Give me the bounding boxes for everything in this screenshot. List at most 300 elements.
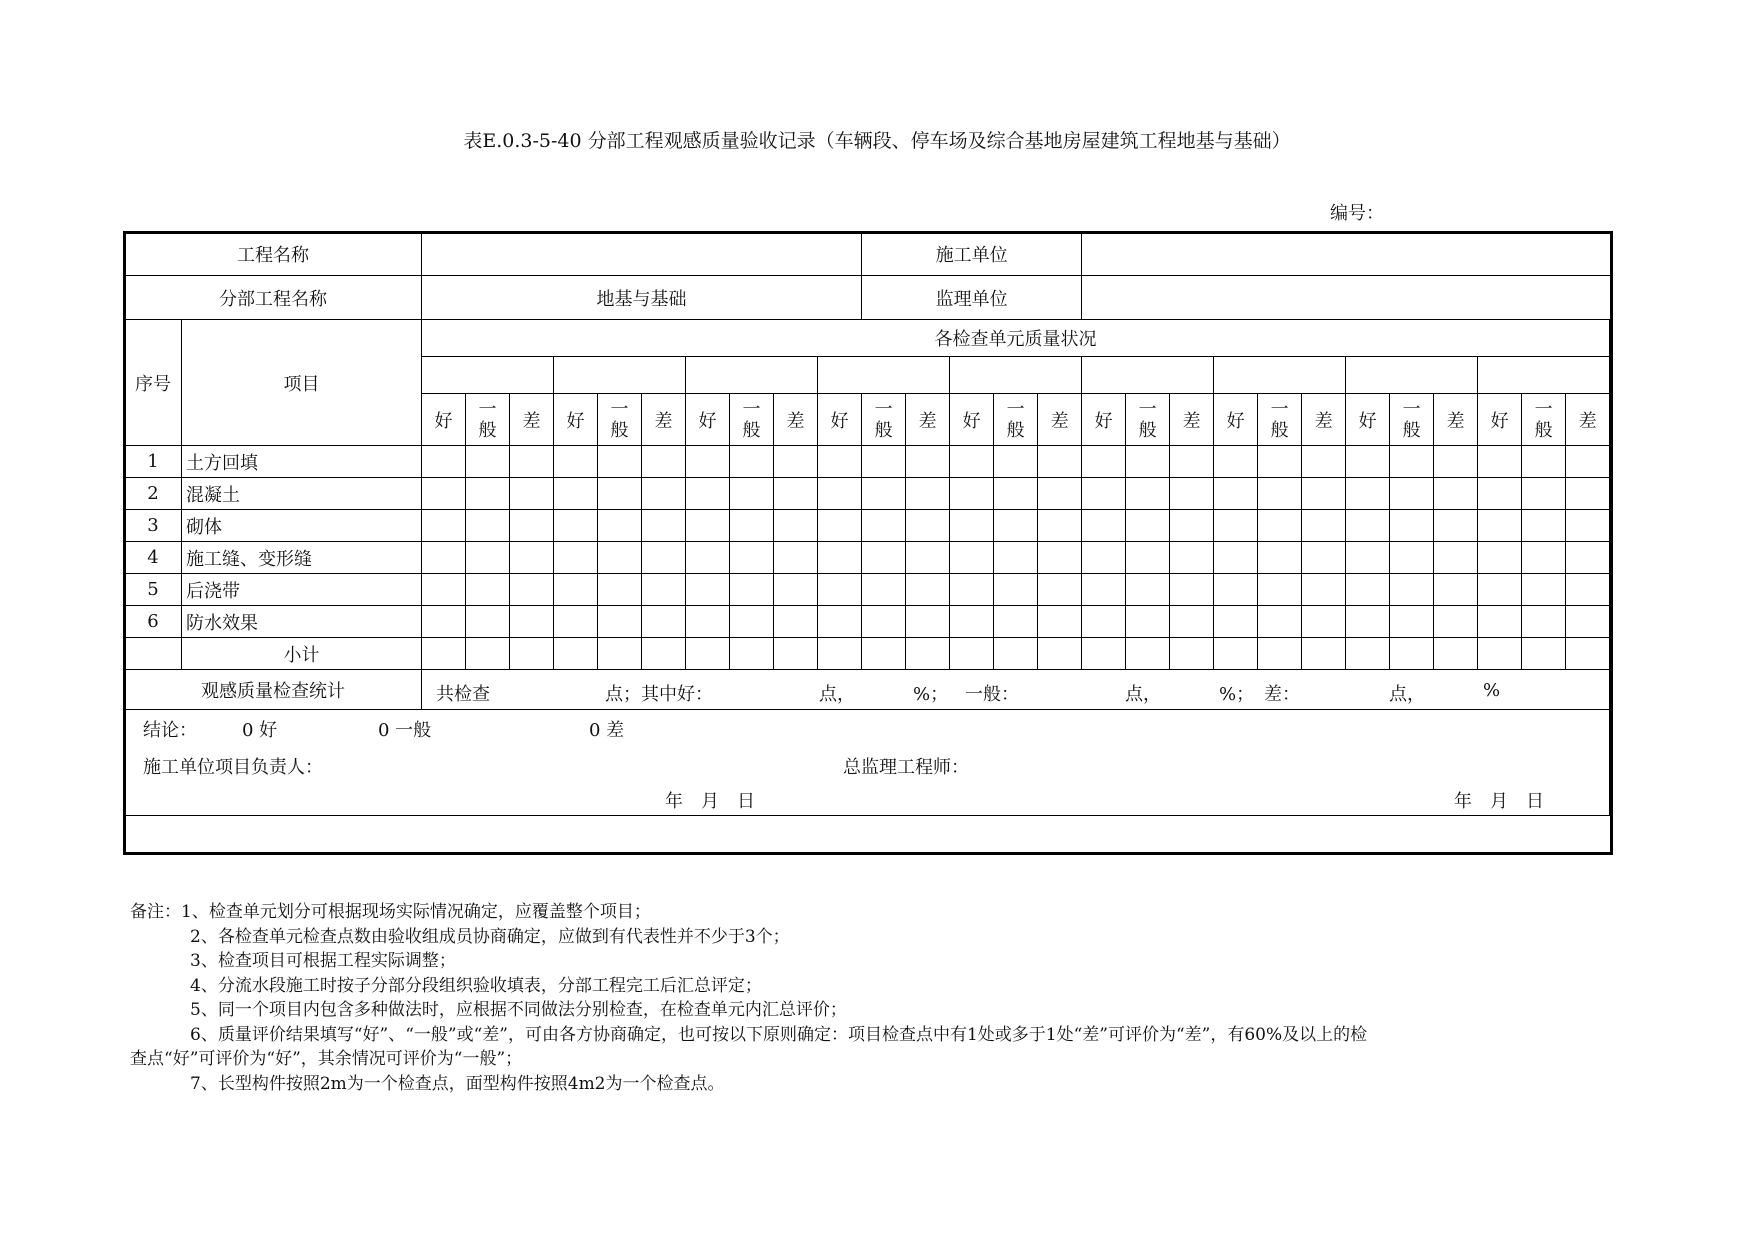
stats-row bbox=[125, 670, 1612, 710]
grade-cell[interactable] bbox=[422, 542, 466, 574]
subtotal-cell[interactable] bbox=[1434, 638, 1478, 670]
grade-cell[interactable] bbox=[466, 574, 510, 606]
row-item-name: 施工缝、变形缝 bbox=[182, 542, 422, 574]
stats-pct3: % bbox=[1483, 680, 1501, 701]
grade-cell[interactable] bbox=[730, 510, 774, 542]
grade-cell[interactable] bbox=[1302, 478, 1346, 510]
supervisor-signature-label: 总监理工程师： bbox=[843, 757, 969, 778]
grade-cell[interactable] bbox=[1170, 542, 1214, 574]
grade-cell[interactable] bbox=[554, 510, 598, 542]
grade-cell[interactable] bbox=[1170, 510, 1214, 542]
grade-cell[interactable] bbox=[554, 478, 598, 510]
grade-cell[interactable] bbox=[422, 606, 466, 638]
grade-poor-header: 差 bbox=[1170, 394, 1214, 446]
grade-cell[interactable] bbox=[1346, 478, 1390, 510]
item-header: 项目 bbox=[182, 320, 422, 446]
grade-cell[interactable] bbox=[1434, 574, 1478, 606]
grade-cell[interactable] bbox=[1346, 606, 1390, 638]
subtotal-cell[interactable] bbox=[1038, 638, 1082, 670]
grade-cell[interactable] bbox=[950, 542, 994, 574]
grade-cell[interactable] bbox=[818, 574, 862, 606]
note-line: 3、检查项目可根据工程实际调整； bbox=[190, 951, 456, 971]
grade-normal-char: 一 bbox=[1006, 398, 1025, 420]
grade-cell[interactable] bbox=[466, 542, 510, 574]
grade-poor-header: 差 bbox=[1038, 394, 1082, 446]
grade-cell[interactable] bbox=[598, 606, 642, 638]
supervision-unit-field[interactable] bbox=[1082, 276, 1612, 320]
grade-cell[interactable] bbox=[1126, 478, 1170, 510]
grade-cell[interactable] bbox=[730, 574, 774, 606]
grade-cell[interactable] bbox=[1566, 574, 1610, 606]
row-number: 6 bbox=[125, 606, 182, 638]
grade-cell[interactable] bbox=[510, 574, 554, 606]
grade-cell[interactable] bbox=[1566, 606, 1610, 638]
grade-cell[interactable] bbox=[1214, 606, 1258, 638]
grade-cell[interactable] bbox=[1390, 574, 1434, 606]
stats-label: 观感质量检查统计 bbox=[125, 670, 422, 710]
grade-cell[interactable] bbox=[1346, 574, 1390, 606]
subtotal-cell[interactable] bbox=[642, 638, 686, 670]
subtotal-cell[interactable] bbox=[1170, 638, 1214, 670]
subtotal-cell[interactable] bbox=[686, 638, 730, 670]
grade-cell[interactable] bbox=[686, 574, 730, 606]
construction-unit-label: 施工单位 bbox=[862, 233, 1082, 276]
grade-normal-header bbox=[730, 394, 774, 446]
grade-cell[interactable] bbox=[510, 446, 554, 478]
grade-cell[interactable] bbox=[422, 446, 466, 478]
subtotal-cell[interactable] bbox=[1258, 638, 1302, 670]
grade-cell[interactable] bbox=[1434, 542, 1478, 574]
subtotal-cell[interactable] bbox=[818, 638, 862, 670]
grade-cell[interactable] bbox=[1082, 542, 1126, 574]
grade-cell[interactable] bbox=[422, 510, 466, 542]
grade-cell[interactable] bbox=[1082, 446, 1126, 478]
unit-name-cell[interactable] bbox=[1082, 357, 1214, 394]
row-item-name: 砌体 bbox=[182, 510, 422, 542]
unit-name-cell[interactable] bbox=[686, 357, 818, 394]
grade-cell[interactable] bbox=[994, 606, 1038, 638]
grade-good-header: 好 bbox=[818, 394, 862, 446]
note-line: 4、分流水段施工时按子分部分段组织验收填表，分部工程完工后汇总评定； bbox=[190, 975, 762, 996]
conclusion-good: 0 好 bbox=[242, 720, 278, 741]
grade-cell[interactable] bbox=[642, 478, 686, 510]
grade-cell[interactable] bbox=[1214, 446, 1258, 478]
grade-cell[interactable] bbox=[1126, 574, 1170, 606]
conclusion-block bbox=[125, 710, 1610, 816]
grade-cell[interactable] bbox=[1478, 510, 1522, 542]
grade-cell[interactable] bbox=[950, 574, 994, 606]
subtotal-cell[interactable] bbox=[466, 638, 510, 670]
grade-cell[interactable] bbox=[466, 446, 510, 478]
grade-cell[interactable] bbox=[466, 510, 510, 542]
table-row bbox=[125, 510, 1612, 542]
grade-cell[interactable] bbox=[1038, 478, 1082, 510]
grade-cell[interactable] bbox=[730, 606, 774, 638]
conclusion-poor: 0 差 bbox=[589, 720, 625, 741]
grade-cell[interactable] bbox=[510, 510, 554, 542]
sub-project-field[interactable]: 地基与基础 bbox=[422, 276, 862, 320]
conclusion-normal: 0 一般 bbox=[378, 720, 432, 741]
grade-cell[interactable] bbox=[1522, 542, 1566, 574]
grade-poor-header: 差 bbox=[774, 394, 818, 446]
inspection-form bbox=[124, 232, 1612, 816]
grade-cell[interactable] bbox=[554, 606, 598, 638]
grade-good-header: 好 bbox=[554, 394, 598, 446]
subtotal-cell[interactable] bbox=[774, 638, 818, 670]
grade-cell[interactable] bbox=[994, 478, 1038, 510]
table-row bbox=[125, 542, 1612, 574]
grade-cell[interactable] bbox=[1214, 510, 1258, 542]
grade-cell[interactable] bbox=[642, 574, 686, 606]
grade-cell[interactable] bbox=[994, 510, 1038, 542]
grade-normal-char: 般 bbox=[1402, 419, 1421, 441]
row-number: 4 bbox=[125, 542, 182, 574]
subtotal-label: 小计 bbox=[182, 638, 422, 670]
grade-cell[interactable] bbox=[686, 606, 730, 638]
grade-cell[interactable] bbox=[1390, 446, 1434, 478]
grade-cell[interactable] bbox=[1390, 510, 1434, 542]
row-number: 3 bbox=[125, 510, 182, 542]
grade-cell[interactable] bbox=[1038, 606, 1082, 638]
note-line: 备注：1、检查单元划分可根据现场实际情况确定，应覆盖整个项目； bbox=[130, 902, 651, 922]
grade-good-header: 好 bbox=[1082, 394, 1126, 446]
grade-cell[interactable] bbox=[818, 510, 862, 542]
subtotal-cell[interactable] bbox=[1346, 638, 1390, 670]
grade-cell[interactable] bbox=[1434, 510, 1478, 542]
grade-cell[interactable] bbox=[1434, 446, 1478, 478]
grade-cell[interactable] bbox=[1038, 446, 1082, 478]
contractor-signature-label: 施工单位项目负责人： bbox=[143, 757, 323, 778]
grade-cell[interactable] bbox=[1566, 510, 1610, 542]
grade-cell[interactable] bbox=[1170, 606, 1214, 638]
grade-cell[interactable] bbox=[950, 446, 994, 478]
subtotal-cell[interactable] bbox=[730, 638, 774, 670]
subtotal-cell[interactable] bbox=[906, 638, 950, 670]
grade-normal-header bbox=[598, 394, 642, 446]
grade-normal-char: 般 bbox=[874, 419, 893, 441]
grade-cell[interactable] bbox=[1390, 478, 1434, 510]
grade-cell[interactable] bbox=[1478, 542, 1522, 574]
grade-cell[interactable] bbox=[862, 446, 906, 478]
subtotal-blank bbox=[125, 638, 182, 670]
subtotal-cell[interactable] bbox=[1082, 638, 1126, 670]
grade-normal-char: 一 bbox=[874, 398, 893, 420]
grade-cell[interactable] bbox=[1346, 446, 1390, 478]
grade-cell[interactable] bbox=[1214, 574, 1258, 606]
grade-normal-header bbox=[862, 394, 906, 446]
grade-cell[interactable] bbox=[774, 510, 818, 542]
grade-cell[interactable] bbox=[1082, 606, 1126, 638]
grade-cell[interactable] bbox=[1258, 606, 1302, 638]
grade-cell[interactable] bbox=[950, 606, 994, 638]
document-title: 表E.0.3-5-40 分部工程观感质量验收记录（车辆段、停车场及综合基地房屋建筑工程地基与基础） bbox=[463, 130, 1291, 152]
note-line: 5、同一个项目内包含多种做法时，应根据不同做法分别检查，在检查单元内汇总评价； bbox=[190, 1000, 847, 1020]
subtotal-row bbox=[125, 638, 1612, 670]
grade-cell[interactable] bbox=[906, 446, 950, 478]
unit-name-cell[interactable] bbox=[950, 357, 1082, 394]
grade-cell[interactable] bbox=[818, 446, 862, 478]
row-item-name: 土方回填 bbox=[182, 446, 422, 478]
stats-pct2: %； bbox=[1219, 684, 1255, 705]
grade-cell[interactable] bbox=[994, 446, 1038, 478]
grade-cell[interactable] bbox=[510, 542, 554, 574]
grade-cell[interactable] bbox=[422, 574, 466, 606]
unit-name-cell[interactable] bbox=[554, 357, 686, 394]
stats-points3: 点， bbox=[1389, 684, 1425, 705]
grade-cell[interactable] bbox=[774, 606, 818, 638]
unit-name-cell[interactable] bbox=[1346, 357, 1478, 394]
grade-normal-char: 一 bbox=[1138, 398, 1157, 420]
grade-normal-char: 般 bbox=[1006, 419, 1025, 441]
stats-total: 共检查 bbox=[436, 684, 490, 705]
subtotal-cell[interactable] bbox=[1126, 638, 1170, 670]
grade-cell[interactable] bbox=[1390, 606, 1434, 638]
grade-poor-header: 差 bbox=[1302, 394, 1346, 446]
grade-cell[interactable] bbox=[862, 510, 906, 542]
subtotal-cell[interactable] bbox=[422, 638, 466, 670]
row-item-name: 混凝土 bbox=[182, 478, 422, 510]
grade-cell[interactable] bbox=[1522, 478, 1566, 510]
grade-cell[interactable] bbox=[906, 606, 950, 638]
stats-pct1: %； bbox=[913, 684, 949, 705]
note-line: 6、质量评价结果填写“好”、“一般”或“差”，可由各方协商确定，也可按以下原则确定：项目检查点中有1处或多于1处“差”可评价为“差”，有60%及以上的检 bbox=[190, 1024, 1368, 1045]
grade-cell[interactable] bbox=[994, 542, 1038, 574]
subtotal-cell[interactable] bbox=[1522, 638, 1566, 670]
grade-cell[interactable] bbox=[1478, 606, 1522, 638]
grade-normal-header bbox=[1126, 394, 1170, 446]
grade-cell[interactable] bbox=[1522, 446, 1566, 478]
grade-cell[interactable] bbox=[1082, 510, 1126, 542]
grade-cell[interactable] bbox=[1258, 478, 1302, 510]
unit-name-cell[interactable] bbox=[1214, 357, 1346, 394]
grade-cell[interactable] bbox=[774, 446, 818, 478]
grade-good-header: 好 bbox=[1214, 394, 1258, 446]
grade-cell[interactable] bbox=[1258, 510, 1302, 542]
grade-cell[interactable] bbox=[466, 606, 510, 638]
grade-cell[interactable] bbox=[554, 446, 598, 478]
grade-cell[interactable] bbox=[554, 574, 598, 606]
grade-cell[interactable] bbox=[1566, 478, 1610, 510]
grade-cell[interactable] bbox=[1258, 574, 1302, 606]
grade-cell[interactable] bbox=[1566, 542, 1610, 574]
subtotal-cell[interactable] bbox=[554, 638, 598, 670]
grade-normal-char: 一 bbox=[610, 398, 629, 420]
grade-cell[interactable] bbox=[1038, 542, 1082, 574]
grade-cell[interactable] bbox=[642, 542, 686, 574]
grade-cell[interactable] bbox=[686, 446, 730, 478]
stats-poor: 差： bbox=[1264, 684, 1300, 705]
grade-cell[interactable] bbox=[1082, 574, 1126, 606]
grade-cell[interactable] bbox=[1126, 446, 1170, 478]
project-name-label: 工程名称 bbox=[125, 233, 422, 276]
stats-points2: 点， bbox=[1125, 684, 1161, 705]
grade-normal-char: 般 bbox=[610, 419, 629, 441]
grade-normal-char: 般 bbox=[1534, 419, 1553, 441]
grade-cell[interactable] bbox=[862, 478, 906, 510]
grade-cell[interactable] bbox=[1302, 606, 1346, 638]
grade-cell[interactable] bbox=[1522, 574, 1566, 606]
grade-cell[interactable] bbox=[1170, 446, 1214, 478]
grade-cell[interactable] bbox=[598, 478, 642, 510]
grade-cell[interactable] bbox=[730, 542, 774, 574]
grade-normal-char: 般 bbox=[1138, 419, 1157, 441]
subtotal-cell[interactable] bbox=[950, 638, 994, 670]
grade-cell[interactable] bbox=[906, 510, 950, 542]
row-item-name: 后浇带 bbox=[182, 574, 422, 606]
grade-cell[interactable] bbox=[1126, 542, 1170, 574]
grade-cell[interactable] bbox=[774, 478, 818, 510]
date-right: 年 月 日 bbox=[1454, 791, 1544, 812]
construction-unit-field[interactable] bbox=[1082, 233, 1612, 276]
grade-cell[interactable] bbox=[1126, 606, 1170, 638]
date-left: 年 月 日 bbox=[665, 791, 755, 812]
row-item-name: 防水效果 bbox=[182, 606, 422, 638]
table-row bbox=[125, 606, 1612, 638]
row-number: 2 bbox=[125, 478, 182, 510]
row-number: 5 bbox=[125, 574, 182, 606]
grade-cell[interactable] bbox=[906, 574, 950, 606]
grade-cell[interactable] bbox=[1522, 510, 1566, 542]
grade-cell[interactable] bbox=[1214, 478, 1258, 510]
subtotal-cell[interactable] bbox=[1566, 638, 1610, 670]
supervision-unit-label: 监理单位 bbox=[862, 276, 1082, 320]
grade-normal-char: 一 bbox=[1402, 398, 1421, 420]
note-line: 查点“好”可评价为“好”，其余情况可评价为“一般”； bbox=[130, 1049, 523, 1069]
grade-normal-header bbox=[1390, 394, 1434, 446]
grade-cell[interactable] bbox=[730, 478, 774, 510]
subtotal-cell[interactable] bbox=[994, 638, 1038, 670]
grade-cell[interactable] bbox=[818, 478, 862, 510]
grade-normal-header bbox=[1258, 394, 1302, 446]
grade-normal-char: 一 bbox=[1270, 398, 1289, 420]
grade-poor-header: 差 bbox=[642, 394, 686, 446]
grade-cell[interactable] bbox=[1478, 574, 1522, 606]
subtotal-cell[interactable] bbox=[598, 638, 642, 670]
grade-cell[interactable] bbox=[1302, 574, 1346, 606]
subtotal-cell[interactable] bbox=[510, 638, 554, 670]
grade-cell[interactable] bbox=[1434, 478, 1478, 510]
grade-cell[interactable] bbox=[466, 478, 510, 510]
grade-cell[interactable] bbox=[818, 542, 862, 574]
grade-normal-char: 般 bbox=[742, 419, 761, 441]
grade-cell[interactable] bbox=[1038, 574, 1082, 606]
grade-cell[interactable] bbox=[906, 478, 950, 510]
grade-poor-header: 差 bbox=[906, 394, 950, 446]
grade-cell[interactable] bbox=[1434, 606, 1478, 638]
grade-cell[interactable] bbox=[642, 606, 686, 638]
grade-cell[interactable] bbox=[642, 510, 686, 542]
grade-cell[interactable] bbox=[774, 574, 818, 606]
grade-cell[interactable] bbox=[422, 478, 466, 510]
grade-cell[interactable] bbox=[1522, 606, 1566, 638]
note-line: 7、长型构件按照2m为一个检查点，面型构件按照4m2为一个检查点。 bbox=[190, 1073, 725, 1094]
subtotal-cell[interactable] bbox=[862, 638, 906, 670]
stats-points-good: 点；其中好： bbox=[605, 684, 713, 705]
grade-cell[interactable] bbox=[1082, 478, 1126, 510]
grade-cell[interactable] bbox=[1126, 510, 1170, 542]
table-row bbox=[125, 574, 1612, 606]
grade-cell[interactable] bbox=[510, 478, 554, 510]
grade-cell[interactable] bbox=[1302, 446, 1346, 478]
grade-cell[interactable] bbox=[994, 574, 1038, 606]
stats-normal: 一般： bbox=[965, 684, 1019, 705]
grade-cell[interactable] bbox=[1258, 542, 1302, 574]
grade-cell[interactable] bbox=[1038, 510, 1082, 542]
grade-cell[interactable] bbox=[730, 446, 774, 478]
grade-poor-header: 差 bbox=[510, 394, 554, 446]
grade-poor-header: 差 bbox=[1566, 394, 1610, 446]
grade-cell[interactable] bbox=[598, 542, 642, 574]
grade-cell[interactable] bbox=[1258, 446, 1302, 478]
stats-points1: 点， bbox=[819, 684, 855, 705]
grade-cell[interactable] bbox=[686, 542, 730, 574]
grade-cell[interactable] bbox=[862, 606, 906, 638]
subtotal-cell[interactable] bbox=[1302, 638, 1346, 670]
grade-cell[interactable] bbox=[1170, 574, 1214, 606]
seq-header: 序号 bbox=[125, 320, 182, 446]
grade-normal-header bbox=[1522, 394, 1566, 446]
grade-cell[interactable] bbox=[1346, 542, 1390, 574]
grade-good-header: 好 bbox=[950, 394, 994, 446]
grade-cell[interactable] bbox=[598, 446, 642, 478]
grade-good-header: 好 bbox=[686, 394, 730, 446]
unit-name-cell[interactable] bbox=[1478, 357, 1610, 394]
grade-cell[interactable] bbox=[862, 542, 906, 574]
grade-normal-char: 般 bbox=[1270, 419, 1289, 441]
stats-content bbox=[422, 670, 1610, 710]
table-row bbox=[125, 478, 1612, 510]
grade-cell[interactable] bbox=[686, 478, 730, 510]
grade-cell[interactable] bbox=[774, 542, 818, 574]
unit-name-cell[interactable] bbox=[818, 357, 950, 394]
grade-cell[interactable] bbox=[1478, 446, 1522, 478]
grade-normal-char: 一 bbox=[1534, 398, 1553, 420]
grade-cell[interactable] bbox=[554, 542, 598, 574]
grade-cell[interactable] bbox=[598, 574, 642, 606]
grade-cell[interactable] bbox=[1214, 542, 1258, 574]
grade-normal-header bbox=[466, 394, 510, 446]
subtotal-cell[interactable] bbox=[1214, 638, 1258, 670]
grade-cell[interactable] bbox=[1170, 478, 1214, 510]
grade-cell[interactable] bbox=[1566, 446, 1610, 478]
grade-cell[interactable] bbox=[1346, 510, 1390, 542]
grade-cell[interactable] bbox=[598, 510, 642, 542]
grade-cell[interactable] bbox=[510, 606, 554, 638]
doc-number-label: 编号： bbox=[1330, 203, 1384, 224]
grade-cell[interactable] bbox=[686, 510, 730, 542]
grade-cell[interactable] bbox=[1390, 542, 1434, 574]
grade-cell[interactable] bbox=[862, 574, 906, 606]
grade-cell[interactable] bbox=[906, 542, 950, 574]
grade-normal-char: 般 bbox=[478, 419, 497, 441]
conclusion-label: 结论： bbox=[143, 720, 197, 741]
project-name-field[interactable] bbox=[422, 233, 862, 276]
grade-cell[interactable] bbox=[1302, 542, 1346, 574]
subtotal-cell[interactable] bbox=[1478, 638, 1522, 670]
grade-cell[interactable] bbox=[950, 510, 994, 542]
grade-cell[interactable] bbox=[1478, 478, 1522, 510]
grade-cell[interactable] bbox=[1302, 510, 1346, 542]
subtotal-cell[interactable] bbox=[1390, 638, 1434, 670]
unit-name-cell[interactable] bbox=[422, 357, 554, 394]
grade-normal-header bbox=[994, 394, 1038, 446]
grade-good-header: 好 bbox=[422, 394, 466, 446]
sub-project-label: 分部工程名称 bbox=[125, 276, 422, 320]
grade-cell[interactable] bbox=[950, 478, 994, 510]
grade-cell[interactable] bbox=[642, 446, 686, 478]
grade-cell[interactable] bbox=[818, 606, 862, 638]
notes-section bbox=[130, 900, 1610, 1096]
